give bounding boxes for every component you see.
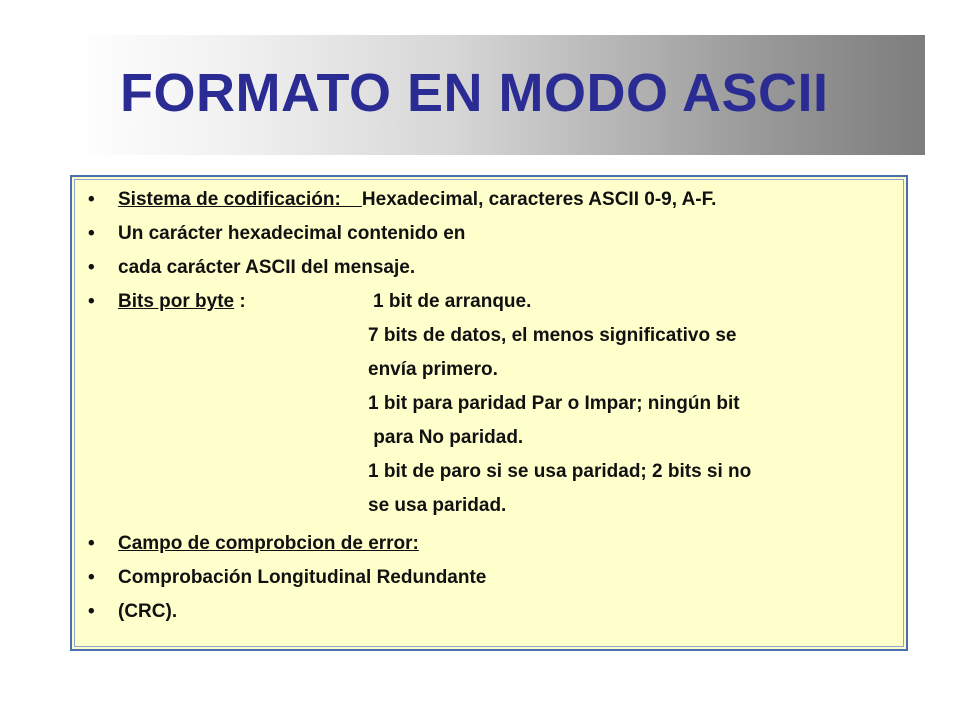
bullet: • — [88, 223, 95, 244]
slide-title: FORMATO EN MODO ASCII — [120, 63, 829, 123]
list-item-text — [118, 285, 246, 319]
bits-detail-text: 1 bit para paridad Par o Impar; ningún bit — [368, 393, 740, 414]
bullet: • — [88, 257, 95, 278]
content-box — [70, 175, 908, 651]
list-item-text: Comprobación Longitudinal Redundante — [118, 567, 487, 588]
list-item-label: Bits por byte — [118, 291, 235, 312]
list-item-value: 1 bit de arranque. — [373, 291, 532, 312]
bits-detail-text: 7 bits de datos, el menos significativo se — [368, 325, 737, 346]
bits-detail-text: se usa paridad. — [368, 495, 507, 516]
list-item-value: Hexadecimal, caracteres ASCII 0-9, A-F. — [361, 189, 717, 210]
bullet: • — [88, 601, 95, 622]
bullet: • — [88, 533, 95, 554]
list-item-text: (CRC). — [118, 601, 178, 622]
bits-detail-text: para No paridad. — [368, 427, 524, 448]
bits-detail-text: envía primero. — [368, 359, 498, 380]
list-item-label: Sistema de codificación: — [118, 189, 362, 210]
list-item-label: Campo de comprobcion de error: — [118, 533, 419, 554]
bullet: • — [88, 291, 95, 312]
list-item-separator: : — [234, 291, 246, 312]
bits-detail-text: 1 bit de paro si se usa paridad; 2 bits si no — [368, 461, 752, 482]
list-item-text — [118, 183, 716, 217]
bullet: • — [88, 567, 95, 588]
list-item-text: cada carácter ASCII del mensaje. — [118, 257, 416, 278]
bullet: • — [88, 189, 95, 210]
list-item-text: Un carácter hexadecimal contenido en — [118, 223, 466, 244]
